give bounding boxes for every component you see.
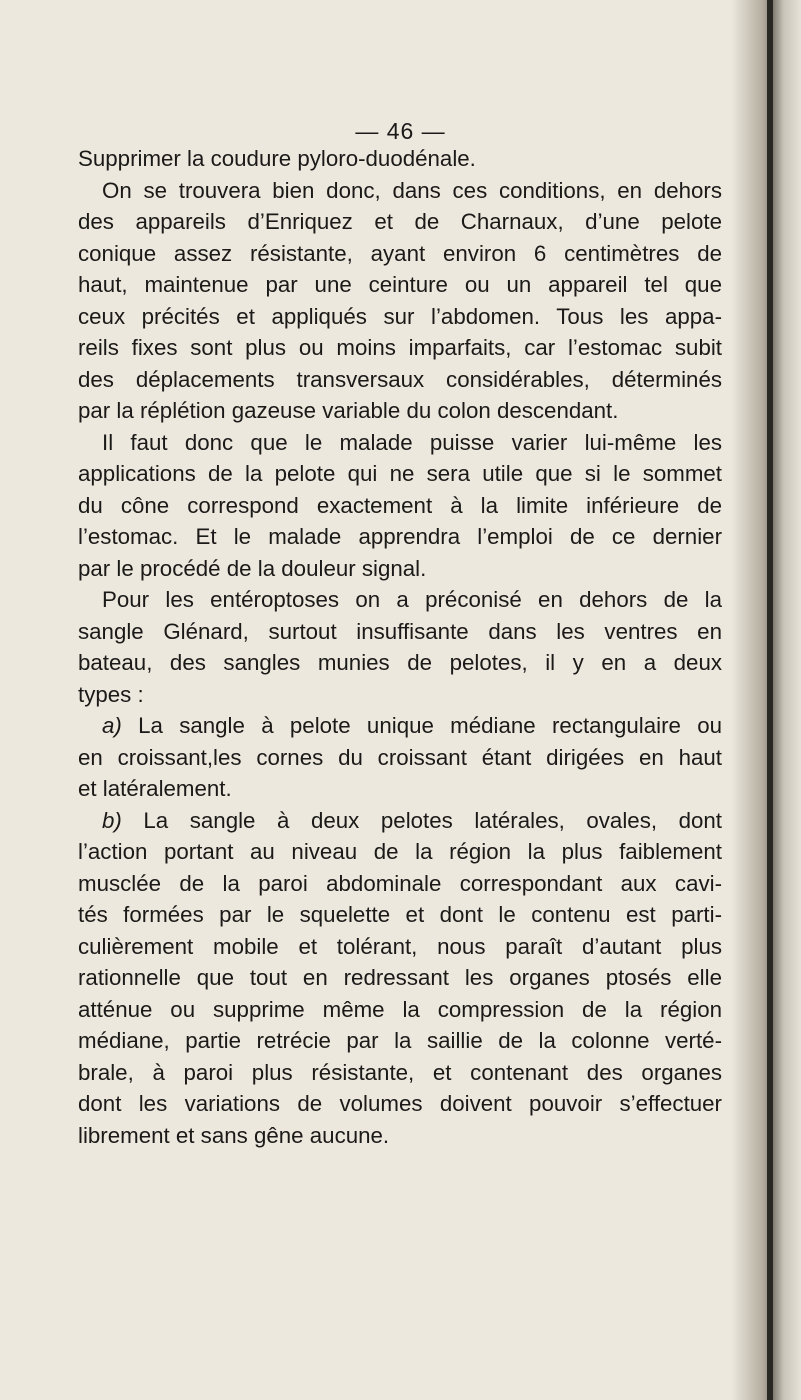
text-line: types :: [78, 681, 144, 707]
text-line: dont les variations de volumes doivent pouvoir s’effectuer: [78, 1091, 722, 1116]
text-line: l’estomac. Et le malade apprendra l’emploi de ce dernier: [78, 524, 722, 549]
text-line: culièrement mobile et tolérant, nous paraît d’autant plus: [78, 933, 722, 959]
page-number: — 46 —: [355, 118, 446, 144]
body-text: [78, 143, 722, 1151]
list-marker: b): [102, 807, 122, 833]
text-line: rationnelle que tout en redressant les organes ptosés elle: [78, 965, 722, 990]
text-line-content: La sangle à pelote unique médiane rectangulaire ou: [121, 713, 722, 738]
list-marker: a): [102, 713, 122, 738]
paragraph-3: [78, 427, 722, 585]
text-line: atténue ou supprime même la compression de la région: [78, 996, 722, 1022]
text-line: musclée de la paroi abdominale correspondant aux cavi-: [78, 870, 722, 896]
text-line: ceux précités et appliqués sur l’abdomen. Tous les appa-: [78, 303, 722, 329]
list-item-b: [78, 805, 722, 1152]
text-line: On se trouvera bien donc, dans ces conditions, en dehors: [102, 177, 722, 203]
text-line: brale, à paroi plus résistante, et contenant des organes: [78, 1059, 722, 1085]
text-line: des déplacements transversaux considérables, déterminés: [78, 366, 722, 392]
paragraph-4: [78, 584, 722, 710]
text-line: haut, maintenue par une ceinture ou un appareil tel que: [78, 272, 722, 297]
text-line: reils fixes sont plus ou moins imparfaits, car l’estomac subit: [78, 335, 722, 360]
text-line: bateau, des sangles munies de pelotes, il y en a deux: [78, 650, 722, 675]
text-line: l’action portant au niveau de la région la plus faiblement: [78, 839, 722, 864]
text-line: des appareils d’Enriquez et de Charnaux, d’une pelote: [78, 209, 722, 234]
paragraph-1: [78, 143, 722, 175]
text-line: sangle Glénard, surtout insuffisante dans les ventres en: [78, 618, 722, 644]
page-gutter-shadow: [731, 0, 801, 1400]
text-line: du cône correspond exactement à la limite inférieure de: [78, 492, 722, 518]
text-line: en croissant,les cornes du croissant étant dirigées en haut: [78, 744, 722, 770]
text-line: Pour les entéroptoses on a préconisé en dehors de la: [102, 587, 722, 612]
page-binding-edge: [767, 0, 773, 1400]
text-line: [78, 710, 722, 742]
text-line: Il faut donc que le malade puisse varier lui-même les: [102, 429, 722, 455]
text-line: médiane, partie retrécie par la saillie de la colonne verté-: [78, 1028, 722, 1053]
paragraph-2: [78, 175, 722, 427]
text-line: [78, 805, 722, 837]
text-line: par la réplétion gazeuse variable du colon descendant.: [78, 398, 619, 423]
text-line: Supprimer la coudure pyloro-duodénale.: [78, 146, 476, 171]
text-line-content: La sangle à deux pelotes latérales, ovales, dont: [121, 807, 722, 833]
text-line: librement et sans gêne aucune.: [78, 1122, 390, 1148]
text-line: tés formées par le squelette et dont le contenu est parti-: [78, 902, 722, 927]
text-line: conique assez résistante, ayant environ 6 centimètres de: [78, 240, 722, 266]
text-line: et latéralement.: [78, 776, 232, 801]
list-item-a: [78, 710, 722, 805]
text-line: applications de la pelote qui ne sera utile que si le sommet: [78, 461, 722, 486]
text-line: par le procédé de la douleur signal.: [78, 555, 427, 581]
